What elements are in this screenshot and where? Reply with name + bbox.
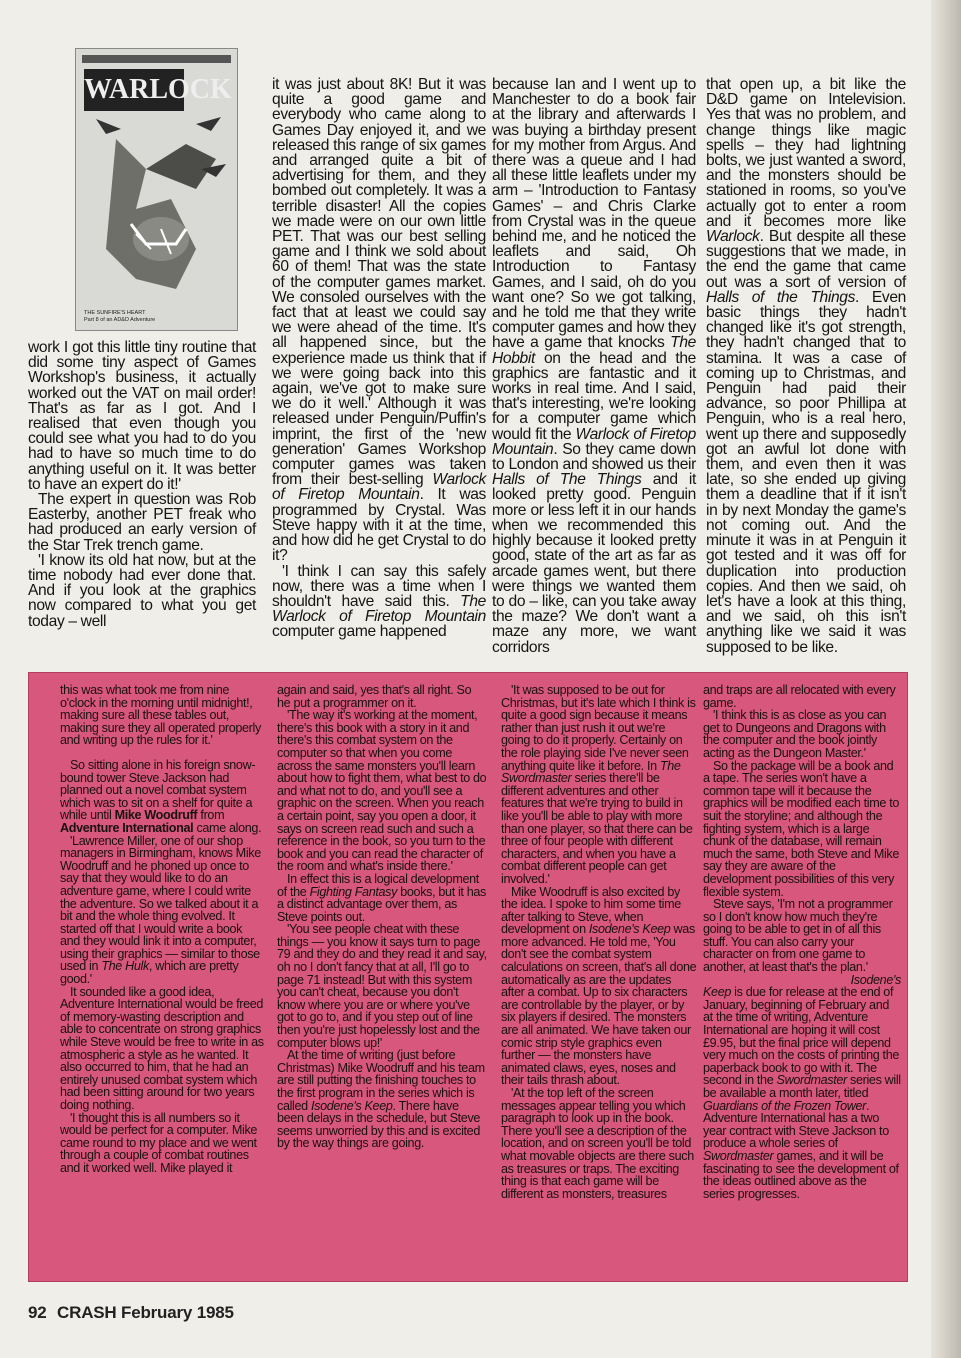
paragraph: 'I thought this is all numbers so it would be perfect for a computer. Mike came round to my place and we went through a couple of combat routines and it worked well. Mike played it [60,1110,258,1175]
text-run: 'Lawrence Miller, one of our shop managers in Birmingham, knows Mike Woodruff and he phoned up once to say that they would like to do an adventure game, where I could write the adventure. So we talked about it a bit and the whole thing evolved. It started off that I would write a book and they would link it into a computer, using their graphics — similar to those used in [60,833,261,974]
game-title: Isodene's Keep [588,922,671,937]
person-name: Mike Woodruff [114,808,198,823]
book-title: Warlock of Firetop Mountain [272,471,486,504]
article-column-4 [706,77,906,655]
text-run: In effect this is a logical development of the [277,871,479,899]
page-number: 92 [28,1303,47,1322]
text-run: series will be available a month later, titled [703,1073,901,1100]
article-column-1 [28,340,256,629]
text-run: , which are pretty good.' [60,959,239,987]
book-title: Warlock of Firetop Mountain [492,425,696,458]
article-column-3 [492,77,696,655]
paragraph: 'The way it's working at the moment, there's this book with a story in it and there's this combat system on the computer so that when you come across the same monsters you'll learn about how to fight them, what best to do and what not to do, and you'll see a graphic on the screen. When you reach a certain point, say you open a door, it says on screen read such and such a reference in the book, so you turn to the book and you can read the character of the room and what's inside there.' [277,708,487,874]
text-run: . Even basic things they hadn't changed like it's got strength, they hadn't changed that to stamina. It was a case of coming up to Christmas, and Penguin had paid their advance, so poor Phillipa at Penguin, who is a real hero, went up there and supposedly got an awful lot done with them, and even then it was late, so she ended up giving them a deadline that if it isn't in by next Monday the game's not coming out. And the minute it was in at Penguin it got tested and it was off for duplication into production copies. And then we said, oh let's have a look at this thing, and we said, oh this isn't anything like we said it was supposed to be like. [706,288,907,656]
paragraph: 'I know its old hat now, but at the time nobody had ever done that. And if you look at the graphics now compared to what you get today – well [28,551,256,630]
game-title: The Hobbit [492,334,696,367]
text-run: is due for release at the end of January, beginning of February and at the time of writing, Adventure International are hoping it will cost £9.95, but the final price will depend very much on the costs of printing the paperback book to go with it. The second in the [703,985,900,1088]
series-title: Swordmaster [776,1073,847,1088]
game-title: Warlock [706,228,760,246]
magazine-issue: CRASH February 1985 [57,1303,234,1322]
paragraph: It sounded like a good idea, Adventure International would be freed of memory-wasting description and able to concentrate on strong graphics while Steve would be free to write in as atmospheric a style as he wanted. It also occurred to him, that he had an entirely unused combat system which had been sitting around for two years doing nothing. [60,984,264,1112]
paragraph [492,77,696,655]
text-run: . So they came down to London and showed us their [492,440,696,474]
paragraph [272,564,486,640]
text-run: . Adventure International has a two year contract with Steve Jackson to produce a whole series of [703,1098,889,1151]
game-title: Keep [703,985,732,1000]
paragraph: 'At the top left of the screen messages appear telling you which paragraph to look up in the book. There you'll see a description of the location, and on screen you'll be told what movable objects are there such as treasures or traps. The exciting thing is that each game will be different as monsters, treasures [501,1086,694,1201]
game-title: Halls of The Things [492,471,642,489]
paragraph [703,986,901,1200]
book-cover-image [75,48,238,331]
paragraph [272,77,486,564]
book-title: Fighting Fantasy [309,884,398,899]
text-run: and it looked pretty good. Penguin more or less left it in our hands when we recommended this highly because it looked pretty good, state of the art as far as arcade games went, but there were things we wanted them to do – like, can you take away the maze? We don't want a maze any more, we want corridors [492,471,697,656]
panel-column-2 [277,684,487,1150]
paragraph [501,886,697,1088]
series-title: The Swordmaster [501,758,681,786]
page-spine-shadow [931,0,961,1358]
paragraph: again and said, yes that's all right. So he put a programmer on it. [277,683,472,710]
series-title: Swordmaster [703,1148,774,1163]
text-run: games, and it will be fascinating to see the development of the ideas outlined above as the series progresses. [703,1148,899,1201]
paragraph: The expert in question was Rob Easterby, another PET freak who had produced an early version of the Star Trek trench game. [28,491,256,554]
panel-column-3 [501,684,697,1200]
text-run: . But despite all these suggestions that we made, in the end the game that came out was a sort of version of [706,228,906,291]
text-run: from [197,808,225,823]
paragraph: So the package will be a book and a tape. The series won't have a common tape will it because the graphics will be modified each time to suit the storyline; and although the fighting system, which is a large chunk of the database, will remain much the same, both Steve and Mike say they are aware of the development possibilities of this very flexible system. [703,758,900,899]
game-title: Isodene's Keep [310,1098,393,1113]
cover-illustration [76,49,238,331]
text-run: series there'll be different adventures and other features that we're trying to build in like you'll be able to play with more than one player, so that there can be three of four people with different characters, and when you have a combat different people can get involved.' [501,771,693,886]
panel-column-4 [703,684,901,1200]
text-run: came along. [193,820,262,835]
paragraph [277,873,487,923]
text-run: that open up, a bit like the D&D game on Intelevision. Yes that was no problem, and change things like magic spells – they had lightning bolts, we just wanted a sword, and the monsters should be stationed in rooms, so you've actually got to enter a room and it becomes more like [706,76,906,230]
text-run: because Ian and I went up to Manchester to do a book fair at the library and afterwards I was buying a birthday present for my mother from Argus. And there was a queue and I had all these little leaflets under my arm – 'Introduction to Fantasy Games' – and Chris Clarke from Crystal was in the queue behind me, and he noticed the leaflets and said, Oh Introduction to Fantasy Games, and I said, oh do you want one? So we got talking, and he told me that they write computer games and how they have a game that knocks [492,76,696,352]
text-run: on the head and the graphics are fantastic and it works in real time. And I said, that's interesting, we're looking for a computer game which would fit the [492,349,696,443]
cover-note: Part 8 of an AD&D Adventure [84,317,156,323]
text-run: computer game happened [272,623,447,641]
paragraph [60,835,265,986]
text-run: . There have been delays in the schedule, but Steve seems unworried by this and is excited by the way things are going. [277,1098,481,1151]
cover-subtitle [84,310,224,324]
article-column-2 [272,77,486,640]
paragraph [277,1049,487,1150]
paragraph [706,77,906,655]
text-run: Mike Woodruff is also excited by the idea. I spoke to him some time after talking to Steve, when development on [501,884,681,937]
text-run: 'It was supposed to be out for Christmas, but it's late which I think is quite a good sign because it means rather than just rush it out we're going to do it properly. Certainly on the role playing side I've never seen anything quite like it before. In [501,683,696,773]
text-run: So sitting alone in his foreign snow-bound tower Steve Jackson had planned out a novel combat system which was to sit on a shelf for quite a while until [60,757,256,823]
paragraph: this was what took me from nine o'clock in the morning until midnight!, making sure all these tables out, making sure they all operated properly and writing up the rules for it.' [60,683,261,748]
book-title: The Warlock of Firetop Mountain [272,592,486,626]
text-run: it was just about 8K! But it was quite a good game and everybody who came along to Games Day enjoyed it, and we released this range of six games and arranged quite a bit of advertising for them, and they bombed out completely. It was a terrible disaster! All the copies we made were on our own little PET. That was our best selling game and I think we sold about 60 of them! That was the state of the computer games market. We consoled ourselves with the fact that at least we could say we were ahead of the time. It's all happened since, but the experience made us think that if we were going back into this again, we've got to make sure we do it well.' Although it was released under Penguin/Puffin's imprint, the first of the 'new generation' Games Workshop computer games was taken from their best-selling [272,76,486,489]
text-run: . It was programmed by Crystal. Was Steve happy with it at the time, and how did he get Crystal to do it? [272,486,487,565]
text-run: At the time of writing (just before Christmas) Mike Woodruff and his team are still putting the finishing touches to the first program in the series which is called [277,1048,485,1113]
text-run: was more advanced. He told me, 'You don't see the combat system calculations on screen, that's all done automatically as are the updates after a combat. Up to six characters are controllable by the player, or by six players if desired. The monsters are all animated. We have taken our comic strip style graphics even further — the monsters have animated claws, eyes, noses and their tails thrash about. [501,922,697,1088]
game-title: Guardians of the Frozen Tower [703,1098,866,1113]
company-name: Adventure International [60,820,194,835]
panel-column-1 [60,684,265,1175]
paragraph: 'I think this is as close as you can get to Dungeons and Dragons with the computer and the book jointly acting as the Dungeon Master.' [703,708,887,760]
game-title: The Hulk [101,959,149,974]
page-footer [28,1303,234,1323]
paragraph [60,759,265,835]
paragraph: 'You see people cheat with these things — you know it says turn to page 79 and they do and they read it and say, oh no I don't fancy that at all, I'll go to page 71 instead! But with this system you can't cheat, because you don't know where you are or where you've got to go to, and if you step out of line then you're just hopelessly lost and the computer blows up!' [277,922,487,1050]
game-title: Halls of the Things [706,288,856,306]
cover-title: WARLOCK [84,69,184,111]
text-run: books, but it has a distinct advantage over them, as Steve points out. [277,884,486,924]
cover-subtitle-text: THE SUNFIRE'S HEART [84,310,146,316]
paragraph: Steve says, 'I'm not a programmer so I don't know how much they're going to be able to get in of all this stuff. You can also carry your character on from one game to another, at least that's the plan.' [703,897,893,975]
paragraph: work I got this little tiny routine that did some tiny aspect of Games Workshop's business, it actually worked out the VAT on mail order! That's as far as I got. And I realised that even though you could see what you had to do you had to have so much time to do anything useful on it. It was better to have an expert do it!' [28,339,256,493]
paragraph: and traps are all relocated with every game. [703,683,896,710]
paragraph [501,684,697,886]
game-title-fragment: Isodene's [850,972,901,987]
text-run: 'I think I can say this safely now, there was a time when I shouldn't have said this. [272,562,486,610]
